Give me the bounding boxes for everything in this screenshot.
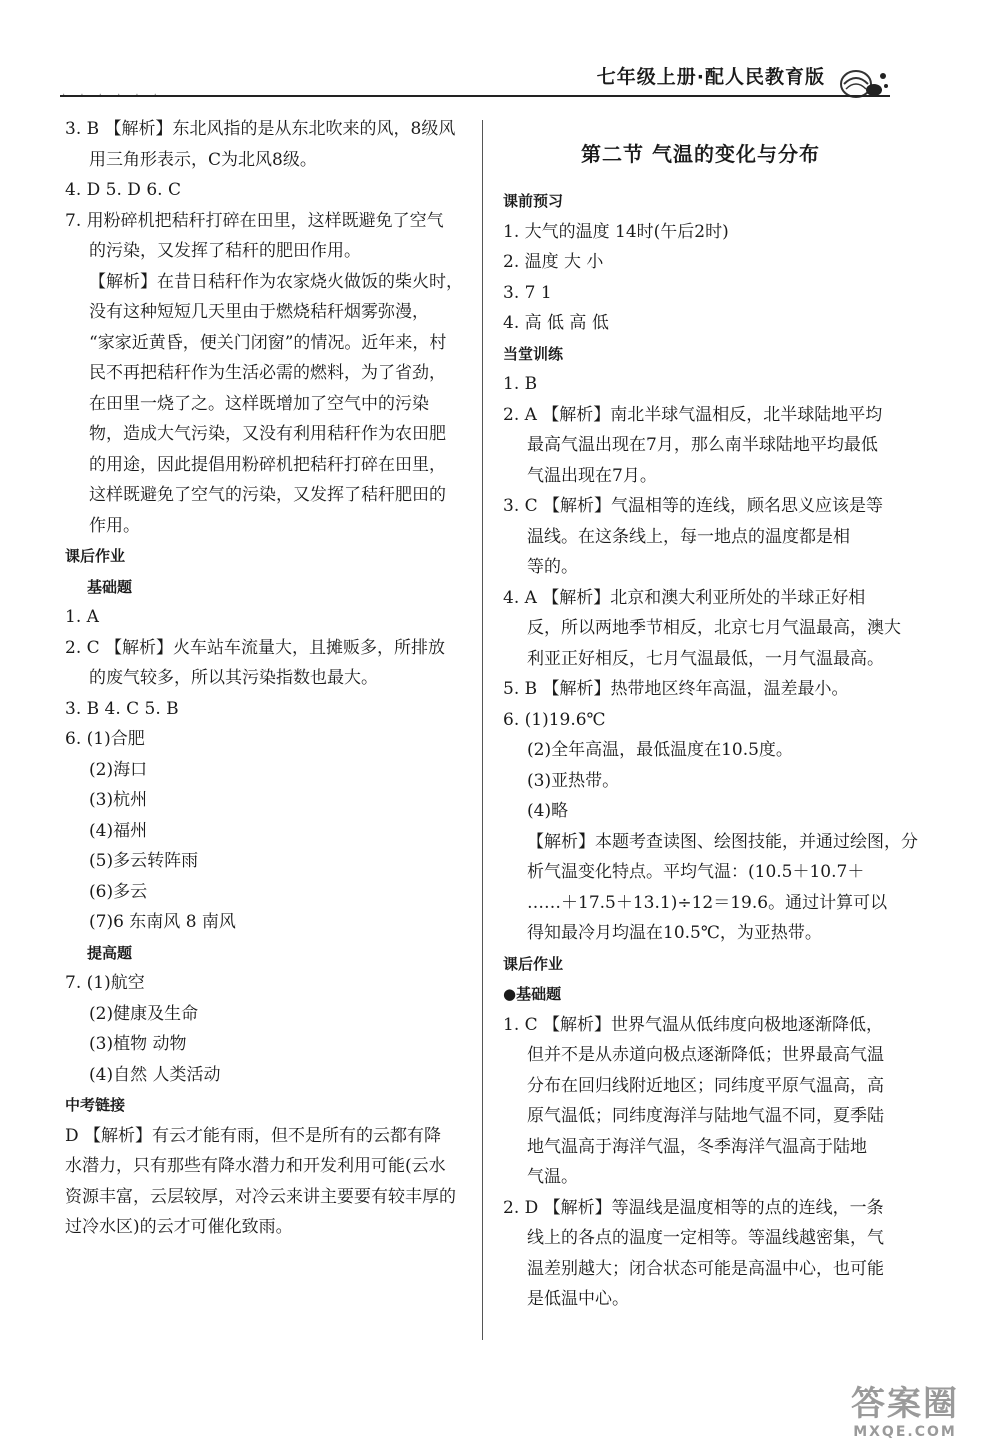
answer-line: 5. B 【解析】热带地区终年高温，温差最小。 [503, 679, 849, 699]
header-rule [60, 95, 890, 97]
page-header-title: 七年级上册·配人民教育版 [596, 66, 825, 88]
answer-line: 析气温变化特点。平均气温：(10.5＋10.7＋ [527, 862, 865, 882]
answer-line: “家家近黄昏，便关门闭窗”的情况。近年来，村 [89, 332, 447, 353]
answer-line: 线上的各点的温度一定相等。等温线越密集，气 [527, 1228, 884, 1248]
answer-line: 【解析】本题考查读图、绘图技能，并通过绘图，分 [527, 831, 918, 852]
answer-line: 反，所以两地季节相反，北京七月气温最高，澳大 [527, 618, 901, 638]
left-column [65, 114, 465, 1243]
answer-line: 这样既避免了空气的污染，又发挥了秸秆肥田的 [89, 485, 446, 505]
answer-line: 最高气温出现在7月，那么南半球陆地平均最低 [527, 435, 878, 455]
header-dots: · · · · · · [62, 90, 163, 101]
answer-line: (7)6 东南风 8 南风 [89, 912, 236, 932]
answer-line: 4. A 【解析】北京和澳大利亚所处的半球正好相 [503, 587, 866, 608]
answer-line: 1. C 【解析】世界气温从低纬度向极地逐渐降低， [503, 1014, 884, 1035]
answer-line: ……＋17.5＋13.1)÷12＝19.6。通过计算可以 [527, 892, 888, 913]
answer-line: (6)多云 [89, 881, 148, 902]
section-heading: 当堂训练 [503, 344, 564, 363]
answer-line: 【解析】在昔日秸秆作为农家烧火做饭的柴火时， [89, 271, 463, 292]
answer-line: 但并不是从赤道向极点逐渐降低；世界最高气温 [527, 1045, 884, 1065]
answer-line: (5)多云转阵雨 [89, 851, 199, 871]
watermark-sub-text: MXQE.COM [853, 1424, 957, 1440]
answer-line: 1. B [503, 374, 538, 394]
answer-line: 等的。 [527, 557, 578, 577]
answer-line: 4. 高 低 高 低 [503, 313, 609, 333]
answer-line: 3. C 【解析】气温相等的连线，顾名思义应该是等 [503, 496, 884, 516]
section-heading: 课后作业 [65, 547, 126, 565]
answer-line: 得知最冷月均温在10.5℃，为亚热带。 [527, 923, 822, 943]
answer-line: 的污染，又发挥了秸秆的肥田作用。 [89, 241, 361, 261]
answer-line: (2)健康及生命 [89, 1003, 199, 1024]
answer-line: 过冷水区)的云才可催化致雨。 [65, 1217, 293, 1237]
answer-line: 3. B 【解析】东北风指的是从东北吹来的风，8级风 [65, 119, 456, 139]
answer-line: 温差别越大；闭合状态可能是高温中心，也可能 [527, 1258, 884, 1279]
section-heading: 提高题 [87, 943, 133, 962]
answer-line: 物，造成大气污染，又没有利用秸秆作为农田肥 [89, 424, 446, 444]
answer-line: 分布在回归线附近地区；同纬度平原气温高，高 [527, 1075, 884, 1096]
answer-line: 民不再把秸秆作为生活必需的燃料，为了省劲， [89, 363, 446, 383]
answer-line: 7. 用粉碎机把秸秆打碎在田里，这样既避免了空气 [65, 210, 444, 231]
answer-line: 3. 7 1 [503, 282, 552, 303]
answer-line: 2. D 【解析】等温线是温度相等的点的连线，一条 [503, 1197, 884, 1218]
answer-line: (3)植物 动物 [89, 1034, 187, 1054]
answer-line: 的用途，因此提倡用粉碎机把秸秆打碎在田里， [89, 454, 446, 475]
right-column [503, 114, 918, 1315]
watermark-main-text: 答案圈 [851, 1384, 959, 1424]
section-title: 第二节 气温的变化与分布 [581, 142, 820, 166]
answer-line: 2. C 【解析】火车站车流量大，且摊贩多，所排放 [65, 637, 446, 658]
answer-line: (3)杭州 [89, 790, 148, 810]
answer-line: 资源丰富，云层较厚，对冷云来讲主要要有较丰厚的 [65, 1186, 456, 1207]
column-divider [482, 120, 483, 1340]
answer-line: 1. 大气的温度 14时(午后2时) [503, 221, 729, 242]
answer-line: (2)海口 [89, 759, 148, 780]
answer-line: 水潜力，只有那些有降水潜力和开发利用可能(云水 [65, 1156, 446, 1176]
answer-line: 温线。在这条线上，每一地点的温度都是相 [527, 526, 850, 547]
answer-line: 没有这种短短几天里由于燃烧秸秆烟雾弥漫， [89, 302, 429, 322]
answer-line: 6. (1)19.6℃ [503, 709, 606, 730]
section-heading: 基础题 [87, 577, 133, 596]
section-heading: 中考链接 [65, 1096, 126, 1114]
answer-line: 6. (1)合肥 [65, 729, 145, 749]
answer-line: 气温。 [527, 1167, 578, 1187]
answer-line: 在田里一烧了之。这样既增加了空气中的污染 [89, 393, 429, 414]
section-heading: 课前预习 [503, 192, 564, 210]
right-column-lines [503, 186, 918, 1315]
answer-line: (3)亚热带。 [527, 770, 620, 791]
answer-line: 作用。 [89, 515, 140, 536]
answer-line: D 【解析】有云才能有雨，但不是所有的云都有降 [65, 1125, 442, 1146]
answer-line: (4)自然 人类活动 [89, 1064, 221, 1085]
watermark-logo [830, 1384, 980, 1444]
book-logo-icon [836, 62, 888, 104]
answer-line: 7. (1)航空 [65, 973, 145, 993]
answer-line: 利亚正好相反，七月气温最低，一月气温最高。 [527, 648, 884, 669]
answer-line: 地气温高于海洋气温，冬季海洋气温高于陆地 [527, 1136, 867, 1157]
answer-line: 气温出现在7月。 [527, 465, 657, 486]
answer-line: (4)略 [527, 801, 569, 821]
answer-line: 3. B 4. C 5. B [65, 698, 179, 719]
answer-line: 2. A 【解析】南北半球气温相反，北半球陆地平均 [503, 404, 883, 425]
answer-line: (4)福州 [89, 820, 148, 841]
answer-line: (2)全年高温，最低温度在10.5度。 [527, 740, 793, 760]
answer-line: 的废气较多，所以其污染指数也最大。 [89, 668, 378, 688]
answer-line: 2. 温度 大 小 [503, 252, 604, 272]
answer-line: 用三角形表示，C为北风8级。 [89, 149, 317, 170]
answer-line: 原气温低；同纬度海洋与陆地气温不同，夏季陆 [527, 1106, 884, 1126]
answer-line: 1. A [65, 607, 99, 627]
section-heading: 课后作业 [503, 954, 564, 973]
answer-line: 4. D 5. D 6. C [65, 180, 181, 200]
answer-line: 是低温中心。 [527, 1289, 629, 1309]
section-heading: ●基础题 [503, 985, 562, 1003]
